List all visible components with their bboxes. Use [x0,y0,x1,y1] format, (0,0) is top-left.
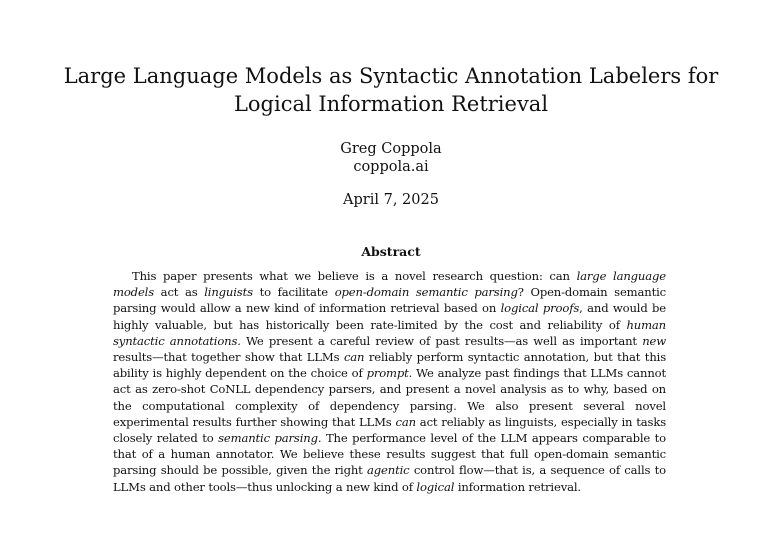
abstract-emphasis: large language models [113,269,666,300]
author-affiliation: coppola.ai [353,159,429,175]
paper-date: April 7, 2025 [343,192,439,208]
abstract-text: to facilitate [252,285,335,300]
abstract-text: ? Open-domain semantic parsing would allow a new kind of information retrieval based on [113,285,666,316]
abstract-emphasis: prompt. [366,366,413,381]
abstract-text: act reliably as linguists, especially in tasks closely related to [113,414,666,446]
abstract-text: control flow—that is, a sequence of calls to LLMs and other tools—thus unlocking a new kind of [113,463,667,494]
paper-title-line-1: Large Language Models as Syntactic Annotation Labelers for [63,64,719,88]
abstract-text: results—that together show that LLMs [113,350,344,365]
author-name: Greg Coppola [340,141,442,157]
abstract-text: reliably perform syntactic annotation, but that this ability is highly dependent on the choice of [113,350,666,381]
abstract-body [113,268,666,495]
abstract-text: We analyze past findings that LLMs cannot act as zero-shot CoNLL dependency parsers, and present a novel analysis as to why, based on the computational complexity of dependency parsing. We also present several novel experimental results further showing that LLMs [113,366,666,429]
abstract-emphasis: can [343,350,365,365]
abstract-emphasis: new [642,333,666,348]
abstract-text: act as [154,285,205,300]
abstract-heading: Abstract [361,244,421,259]
abstract-emphasis: can [395,414,416,429]
abstract-text: We present a careful review of past results—as well as important [240,333,643,348]
abstract-emphasis: human syntactic annotations. [113,317,666,348]
paper-title [60,62,722,118]
abstract-text: This paper presents what we believe is a novel research question: can [132,269,577,283]
abstract-text: The performance level of the LLM appears comparable to that of a human annotator. We believe these results suggest that full open-domain semantic parsing should be possible, given the right [113,431,667,478]
abstract-text: information retrieval. [454,479,581,494]
abstract-text: , and would be highly valuable, but has historically been rate-limited by the cost and reliability of [113,301,666,332]
abstract-emphasis: semantic parsing. [218,431,322,446]
abstract-emphasis: linguists [204,285,253,300]
abstract-emphasis: agentic [367,463,410,478]
paper-title-line-2: Logical Information Retrieval [233,92,549,116]
abstract-emphasis: logical [416,479,455,494]
abstract-emphasis: logical proofs [500,301,580,316]
abstract-emphasis: open-domain semantic parsing [334,285,518,300]
